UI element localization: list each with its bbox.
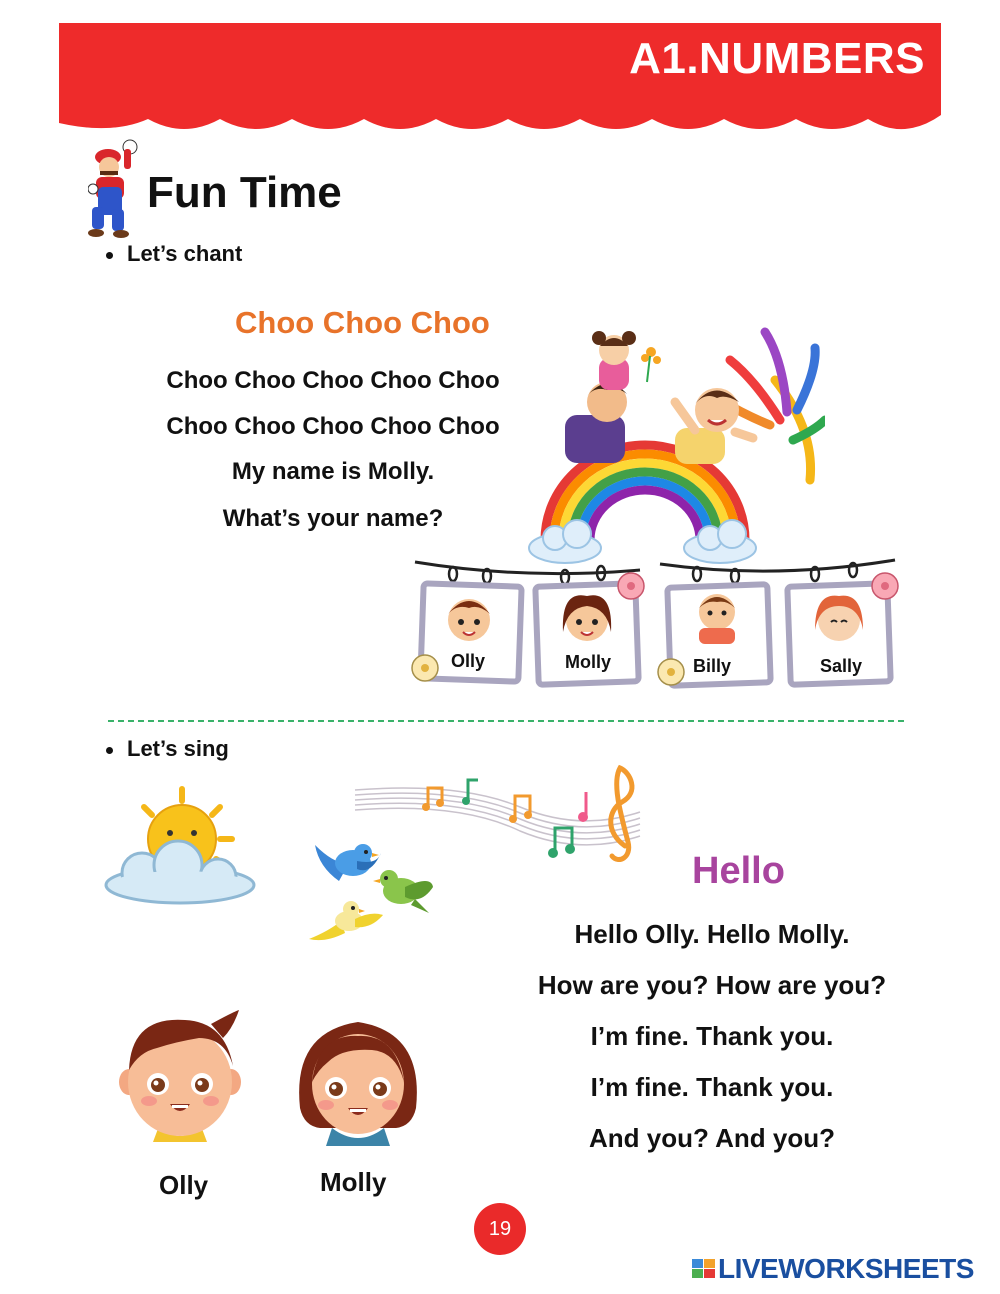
kid-name: Molly xyxy=(320,1167,387,1197)
sing-bullet-label: Let’s sing xyxy=(127,736,229,761)
song-line: And you? And you? xyxy=(589,1123,835,1153)
liveworksheets-brand: LIVEWORKSHEETS xyxy=(718,1253,974,1284)
section-title: Fun Time xyxy=(147,168,342,217)
chant-bullet-label: Let’s chant xyxy=(127,241,243,266)
rainbow-kids-illustration xyxy=(525,320,825,570)
song-line: Hello Olly. Hello Molly. xyxy=(574,919,850,949)
bullet-icon xyxy=(106,252,113,259)
song-line: How are you? How are you? xyxy=(537,970,887,1000)
birds-icon xyxy=(305,835,440,945)
chant-line: Choo Choo Choo Choo Choo xyxy=(166,367,500,394)
chant-bullet xyxy=(106,241,242,267)
mario-jumping-icon xyxy=(88,137,138,239)
chant-line: Choo Choo Choo Choo Choo xyxy=(166,413,500,440)
page-number-badge: 19 xyxy=(474,1203,526,1255)
olly-face-icon xyxy=(115,1008,245,1148)
chant-title: Choo Choo Choo xyxy=(235,305,490,340)
header-title: A1.NUMBERS xyxy=(629,34,925,83)
liveworksheets-logo-icon xyxy=(692,1257,716,1281)
sun-cloud-icon xyxy=(100,785,260,910)
frame-label: Sally xyxy=(820,656,863,676)
sing-bullet xyxy=(106,736,229,762)
section-divider xyxy=(108,720,904,722)
chant-line: What’s your name? xyxy=(222,505,444,532)
song-line: I’m fine. Thank you. xyxy=(590,1021,834,1051)
song-line: I’m fine. Thank you. xyxy=(590,1072,834,1102)
frame-label: Billy xyxy=(693,656,732,676)
kid-name: Olly xyxy=(159,1170,209,1200)
song-title: Hello xyxy=(692,850,785,892)
chant-line: My name is Molly. xyxy=(231,458,435,485)
molly-face-icon xyxy=(292,1012,424,1148)
bullet-icon xyxy=(106,747,113,754)
liveworksheets-logo[interactable] xyxy=(692,1254,974,1284)
frame-label: Olly xyxy=(451,651,486,671)
frame-label: Molly xyxy=(565,652,612,672)
